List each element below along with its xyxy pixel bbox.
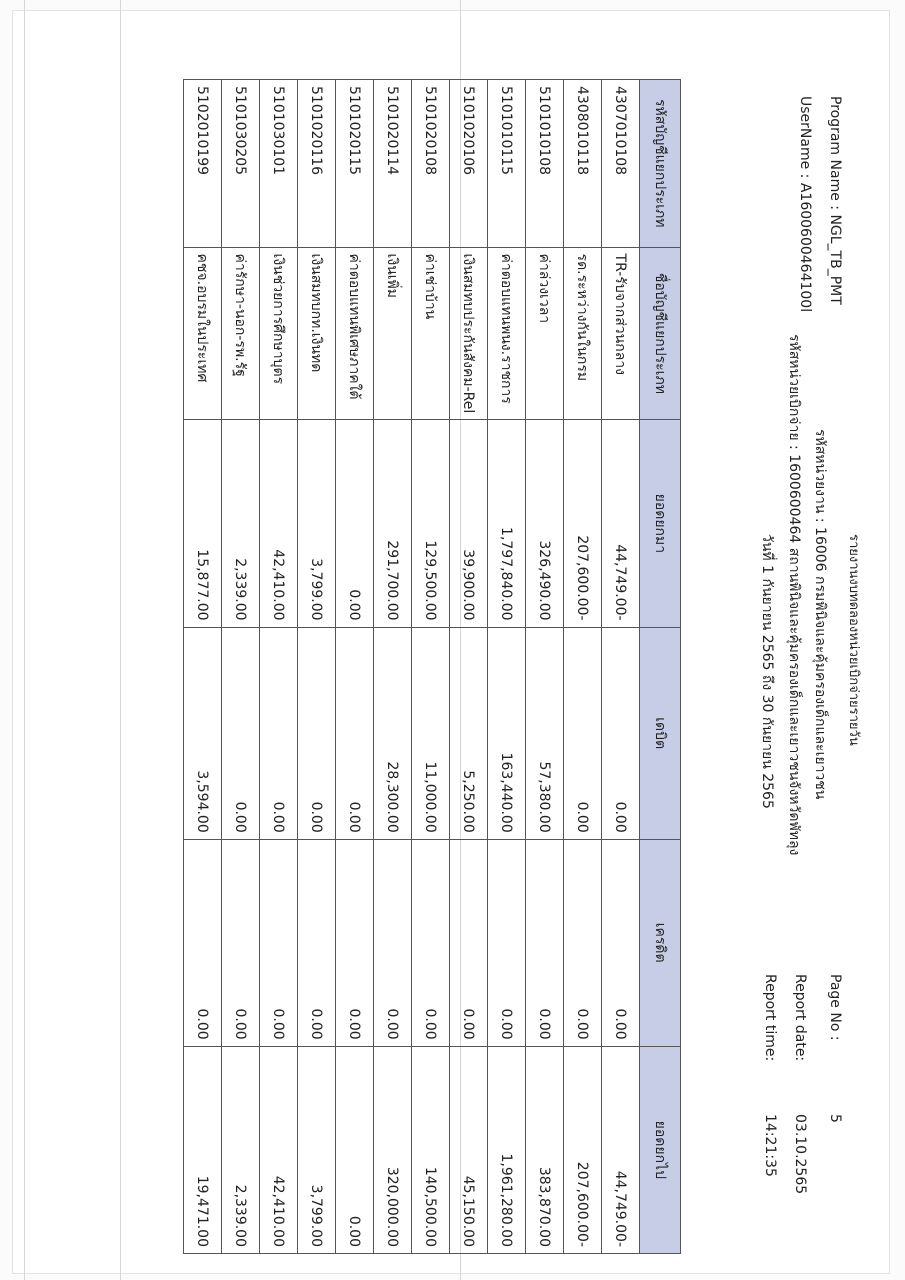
cell-debit: 0.00 [564, 627, 602, 839]
cell-credit: 0.00 [336, 839, 374, 1046]
cell-account-name: เงินช่วยการศึกษาบุตร [260, 247, 298, 420]
col-closing-balance: ยอดยกไป [640, 1046, 681, 1253]
table-row [184, 80, 222, 1254]
cell-account-code: 5101020108 [412, 80, 450, 248]
page-no-label: Page No : [827, 974, 843, 1041]
report-time-value: 14:21:35 [762, 1114, 778, 1177]
table-row [564, 80, 602, 1254]
cell-account-code: 5101020114 [374, 80, 412, 248]
table-header-row [640, 80, 681, 1254]
cell-debit: 0.00 [222, 627, 260, 839]
cell-closing-balance: 140,500.00 [412, 1046, 450, 1253]
cell-closing-balance: 383,870.00 [526, 1046, 564, 1253]
cell-debit: 28,300.00 [374, 627, 412, 839]
cell-credit: 0.00 [222, 839, 260, 1046]
cell-credit: 0.00 [526, 839, 564, 1046]
cell-closing-balance: 1,961,280.00 [488, 1046, 526, 1253]
cell-credit: 0.00 [412, 839, 450, 1046]
cell-account-code: 5101010108 [526, 80, 564, 248]
cell-opening-balance: 15,877.00 [184, 420, 222, 627]
cell-account-name: ค่าล่วงเวลา [526, 247, 564, 420]
trial-balance-table [183, 79, 681, 1254]
cell-opening-balance: 207,600.00- [564, 420, 602, 627]
col-debit: เดบิต [640, 627, 681, 839]
cell-account-code: 5102010199 [184, 80, 222, 248]
cell-account-name: ค่าตอบแทนพิเศษภาคใต้ [336, 247, 374, 420]
cell-account-code: 4308010118 [564, 80, 602, 248]
cell-closing-balance: 42,410.00 [260, 1046, 298, 1253]
col-account-code: รหัสบัญชีแยกประเภท [640, 80, 681, 248]
cell-opening-balance: 44,749.00- [602, 420, 640, 627]
rotated-report [23, 14, 893, 1264]
cell-closing-balance: 3,799.00 [298, 1046, 336, 1253]
cell-account-name: ค่าตอบแทนพนง.ราชการ [488, 247, 526, 420]
col-opening-balance: ยอดยกมา [640, 420, 681, 627]
cell-closing-balance: 2,339.00 [222, 1046, 260, 1253]
cell-debit: 3,594.00 [184, 627, 222, 839]
cell-debit: 0.00 [336, 627, 374, 839]
user-name: UserName : A1600600464100l [797, 96, 813, 313]
cell-account-code: 5101020116 [298, 80, 336, 248]
cell-credit: 0.00 [374, 839, 412, 1046]
cell-account-code: 5101030101 [260, 80, 298, 248]
agency-line: รหัสหน่วยงาน : 16006 กรมพินิจและคุ้มครองเด็กและเยาวชน [812, 429, 828, 800]
cell-closing-balance: 0.00 [336, 1046, 374, 1253]
cell-account-name: ค่าเช่าบ้าน [412, 247, 450, 420]
cell-account-name: เงินเพิ่ม [374, 247, 412, 420]
col-account-name: ชื่อบัญชีแยกประเภท [640, 247, 681, 420]
cell-opening-balance: 3,799.00 [298, 420, 336, 627]
cell-credit: 0.00 [564, 839, 602, 1046]
cell-opening-balance: 42,410.00 [260, 420, 298, 627]
cell-closing-balance: 320,000.00 [374, 1046, 412, 1253]
cell-account-code: 5101030205 [222, 80, 260, 248]
cell-opening-balance: 0.00 [336, 420, 374, 627]
page-no-value: 5 [827, 1114, 843, 1123]
cell-debit: 5,250.00 [450, 627, 488, 839]
cell-account-code: 5101020106 [450, 80, 488, 248]
cell-opening-balance: 129,500.00 [412, 420, 450, 627]
cell-account-code: 4307010108 [602, 80, 640, 248]
cell-closing-balance: 207,600.00- [564, 1046, 602, 1253]
cell-credit: 0.00 [488, 839, 526, 1046]
table-row [526, 80, 564, 1254]
cell-account-name: เงินสมทบประกันสังคม-Rel [450, 247, 488, 420]
table-row [488, 80, 526, 1254]
report-title: รายงานงบทดลองหน่วยเบิกจ่ายรายวัน [846, 534, 861, 746]
unit-line: รหัสหน่วยเบิกจ่าย : 1600600464 สถานพินิจและคุ้มครองเด็กและเยาวชนจังหวัดพัทลุง [786, 334, 802, 856]
table-row [450, 80, 488, 1254]
cell-debit: 11,000.00 [412, 627, 450, 839]
cell-account-name: เงินสมทบกท.เงินทด [298, 247, 336, 420]
cell-opening-balance: 1,797,840.00 [488, 420, 526, 627]
report-time-label: Report time: [762, 974, 778, 1062]
cell-opening-balance: 291,700.00 [374, 420, 412, 627]
cell-debit: 163,440.00 [488, 627, 526, 839]
cell-credit: 0.00 [602, 839, 640, 1046]
cell-account-code: 5101020115 [336, 80, 374, 248]
cell-opening-balance: 39,900.00 [450, 420, 488, 627]
table-row [412, 80, 450, 1254]
cell-account-name: รด.ระหว่างกันในกรม [564, 247, 602, 420]
cell-debit: 0.00 [602, 627, 640, 839]
cell-credit: 0.00 [260, 839, 298, 1046]
cell-account-name: คชจ.อบรมในประเทศ [184, 247, 222, 420]
program-name: Program Name : NGL_TB_PMT [827, 96, 843, 305]
table-row [336, 80, 374, 1254]
date-range: วันที่ 1 กันยายน 2565 ถึง 30 กันยายน 2565 [759, 534, 775, 809]
cell-opening-balance: 326,490.00 [526, 420, 564, 627]
table-row [298, 80, 336, 1254]
cell-debit: 57,380.00 [526, 627, 564, 839]
cell-credit: 0.00 [184, 839, 222, 1046]
cell-account-code: 5101010115 [488, 80, 526, 248]
cell-account-name: TR-รับจากส่วนกลาง [602, 247, 640, 420]
cell-closing-balance: 19,471.00 [184, 1046, 222, 1253]
cell-credit: 0.00 [298, 839, 336, 1046]
cell-account-name: ค่ารักษา-นอก-รพ.รัฐ [222, 247, 260, 420]
table-row [222, 80, 260, 1254]
table-row [260, 80, 298, 1254]
cell-closing-balance: 45,150.00 [450, 1046, 488, 1253]
report-date-label: Report date: [792, 974, 808, 1062]
cell-debit: 0.00 [298, 627, 336, 839]
report-date-value: 03.10.2565 [792, 1114, 808, 1195]
table-row [374, 80, 412, 1254]
cell-credit: 0.00 [450, 839, 488, 1046]
col-credit: เครดิต [640, 839, 681, 1046]
table-row [602, 80, 640, 1254]
cell-debit: 0.00 [260, 627, 298, 839]
cell-opening-balance: 2,339.00 [222, 420, 260, 627]
cell-closing-balance: 44,749.00- [602, 1046, 640, 1253]
